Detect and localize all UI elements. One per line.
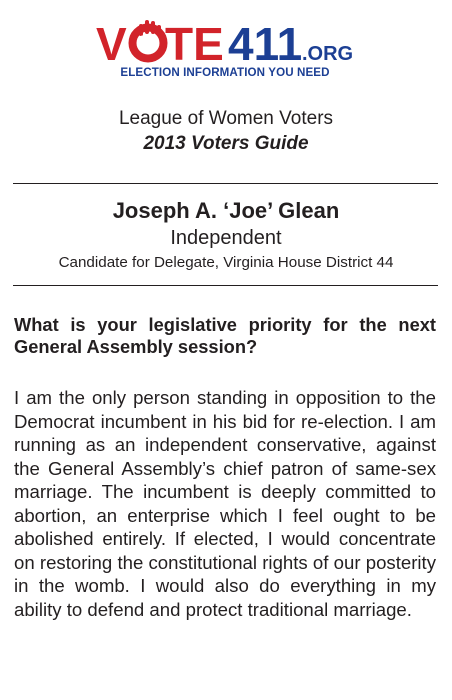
logo-number-text: 411 bbox=[228, 18, 303, 70]
bottom-divider bbox=[13, 285, 438, 286]
logo-tld-text: .ORG bbox=[302, 43, 354, 65]
logo-tagline: ELECTION INFORMATION YOU NEED bbox=[120, 66, 330, 79]
candidate-office: Candidate for Delegate, Virginia House District 44 bbox=[58, 254, 394, 271]
logo-v-text: V bbox=[96, 18, 127, 70]
guide-title: 2013 Voters Guide bbox=[143, 133, 309, 154]
candidate-name: Joseph A. ‘Joe’ Glean bbox=[112, 198, 340, 223]
answer-text: I am the only person standing in opposition to the Democrat incumbent in his bid for re-election. I am running as an independent conservative, against the General Assembly’s chief patron of same-sex marriage. The incumbent is deeply committed to abortion, an enterprise which I feel ought to be abolished entirely. If elected, I would concentrate on restoring the constitutional rights of our posterity in the womb. I would also do everything in my ability to defend and protect traditional marriage. bbox=[14, 387, 436, 620]
vote411-logo bbox=[0, 16, 452, 90]
candidate-party: Independent bbox=[170, 227, 282, 249]
logo-te-text: TE bbox=[165, 18, 224, 70]
question-heading: What is your legislative priority for the next General Assembly session? bbox=[14, 314, 436, 357]
organization-name: League of Women Voters bbox=[118, 108, 334, 129]
raised-hands-icon bbox=[133, 20, 164, 59]
top-divider bbox=[13, 183, 438, 184]
